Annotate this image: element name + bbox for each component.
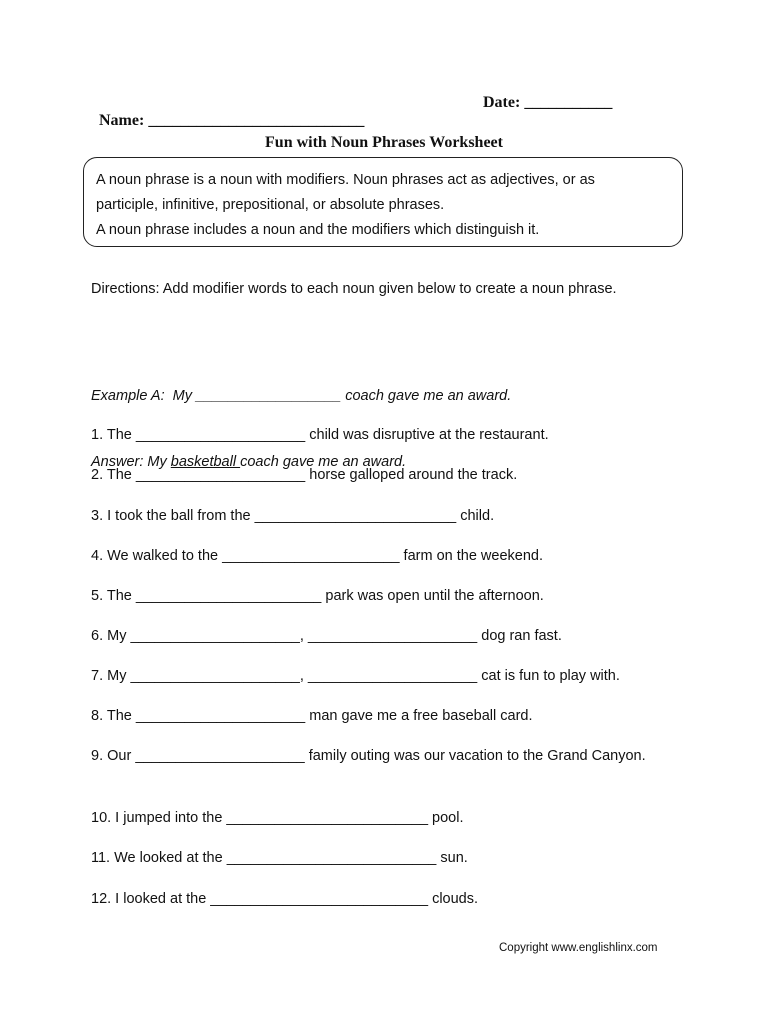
worksheet-title: Fun with Noun Phrases Worksheet [265, 134, 503, 151]
answer-prefix: Answer: My [91, 454, 171, 470]
copyright-notice: Copyright www.englishlinx.com [499, 942, 658, 954]
question-item[interactable]: 6. My _____________________, _____________________ dog ran fast. [91, 628, 562, 644]
definition-line: participle, infinitive, prepositional, or absolute phrases. [96, 197, 445, 213]
question-item[interactable]: 12. I looked at the ___________________________ clouds. [91, 891, 479, 907]
directions-text: Directions: Add modifier words to each noun given below to create a noun phrase. [91, 281, 617, 297]
question-item[interactable]: 2. The _____________________ horse galloped around the track. [91, 467, 518, 483]
question-item[interactable]: 11. We looked at the __________________________ sun. [91, 850, 468, 866]
question-item[interactable]: 1. The _____________________ child was disruptive at the restaurant. [91, 427, 549, 443]
definition-box [83, 157, 683, 247]
name-field[interactable]: Name: ___________________________ [99, 112, 365, 129]
definition-line: A noun phrase is a noun with modifiers. Noun phrases act as adjectives, or as [96, 172, 595, 188]
answer-underlined-word: basketball [170, 454, 241, 470]
definition-line: A noun phrase includes a noun and the modifiers which distinguish it. [96, 222, 540, 238]
example-line: Example A: My __________________ coach gave me an award. [91, 388, 512, 404]
date-field[interactable]: Date: ___________ [483, 94, 613, 111]
question-item[interactable]: 8. The _____________________ man gave me a free baseball card. [91, 708, 533, 724]
answer-suffix: coach gave me an award. [240, 454, 407, 470]
question-item[interactable]: 7. My _____________________, _____________________ cat is fun to play with. [91, 668, 620, 684]
question-item[interactable]: 3. I took the ball from the _________________________ child. [91, 508, 495, 524]
question-item[interactable]: 9. Our _____________________ family outing was our vacation to the Grand Canyon. [91, 748, 646, 764]
question-item[interactable]: 10. I jumped into the _________________________ pool. [91, 810, 464, 826]
question-item[interactable]: 5. The _______________________ park was open until the afternoon. [91, 588, 544, 604]
question-item[interactable]: 4. We walked to the ______________________ farm on the weekend. [91, 548, 543, 564]
